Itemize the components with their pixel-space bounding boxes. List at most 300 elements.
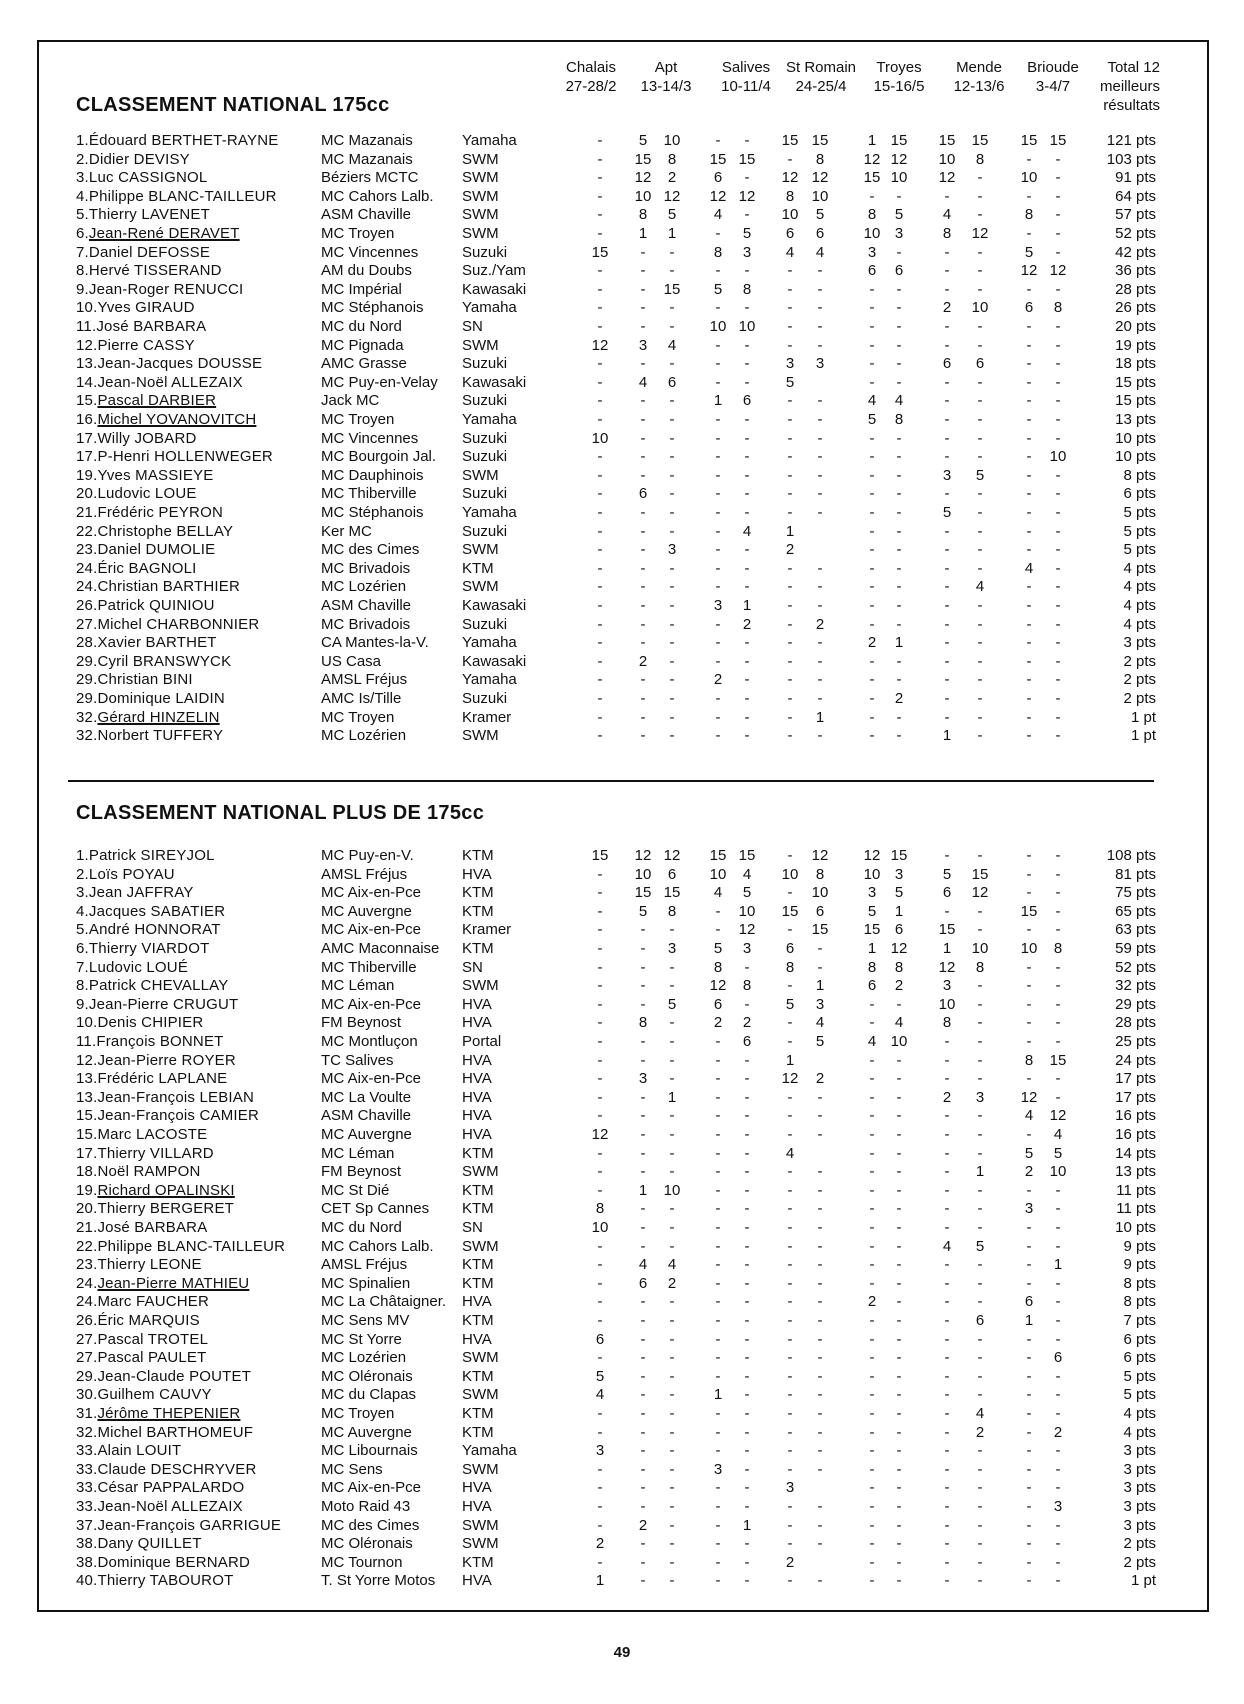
score-cell: - bbox=[787, 1219, 793, 1236]
score-cell: - bbox=[787, 1386, 793, 1404]
section-title-plus-175cc: CLASSEMENT NATIONAL PLUS DE 175cc bbox=[76, 802, 485, 824]
rider-name: Thierry LAVENET bbox=[88, 206, 211, 224]
score-cell: - bbox=[787, 262, 793, 280]
rider-entry bbox=[76, 1386, 212, 1405]
score-cell: - bbox=[869, 1200, 875, 1218]
score-cell: 2 bbox=[867, 634, 877, 652]
score-cell: 10 bbox=[890, 1033, 908, 1050]
rank: 22. bbox=[76, 1237, 98, 1255]
rider-name: Dominique BERNARD bbox=[97, 1553, 251, 1571]
score-cell: - bbox=[977, 995, 983, 1013]
score-cell: - bbox=[787, 652, 793, 670]
score-cell: - bbox=[640, 1219, 646, 1236]
score-cell: - bbox=[1055, 995, 1061, 1013]
score-cell: - bbox=[896, 708, 902, 726]
score-cell: 12 bbox=[971, 884, 989, 902]
score-cell: 8 bbox=[867, 206, 877, 224]
make: HVA bbox=[462, 1088, 492, 1106]
score-cell: - bbox=[869, 1479, 875, 1497]
rider-name: Luc CASSIGNOL bbox=[88, 169, 208, 187]
make: Kawasaki bbox=[462, 597, 527, 614]
score-cell: - bbox=[977, 1535, 983, 1553]
score-cell: - bbox=[744, 1274, 750, 1292]
score-cell: - bbox=[787, 280, 793, 298]
score-cell: - bbox=[744, 1144, 750, 1162]
score-cell: - bbox=[787, 1274, 793, 1292]
total-points: 52 pts bbox=[1115, 958, 1156, 976]
score-cell: - bbox=[669, 615, 675, 633]
score-cell: - bbox=[744, 1553, 750, 1571]
score-cell: - bbox=[817, 1498, 823, 1515]
rider-name: Pascal TROTEL bbox=[97, 1330, 209, 1348]
score-cell: - bbox=[640, 1144, 646, 1162]
make: KTM bbox=[462, 1367, 494, 1385]
score-cell: 4 bbox=[785, 243, 795, 261]
rider-name: Pascal DARBIER bbox=[97, 392, 217, 410]
score-cell: - bbox=[1055, 1572, 1061, 1590]
rank: 21. bbox=[76, 1219, 98, 1236]
make: SWM bbox=[462, 1460, 499, 1478]
rider-name: Frédéric PEYRON bbox=[97, 504, 223, 521]
score-cell: - bbox=[640, 466, 646, 484]
score-cell: - bbox=[597, 865, 603, 883]
rider-name: Jean-Pierre MATHIEU bbox=[97, 1274, 250, 1292]
table-row bbox=[0, 1554, 1244, 1573]
rider-name: Jean-Roger RENUCCI bbox=[88, 280, 244, 298]
make: SWM bbox=[462, 977, 499, 995]
score-cell: - bbox=[944, 1107, 950, 1125]
score-cell: 5 bbox=[867, 411, 877, 428]
score-cell: - bbox=[597, 485, 603, 503]
club: MC Lozérien bbox=[321, 1349, 407, 1367]
make: SWM bbox=[462, 336, 499, 354]
score-cell: - bbox=[869, 1256, 875, 1274]
score-cell: - bbox=[597, 541, 603, 559]
score-cell: 3 bbox=[785, 1479, 795, 1497]
score-cell: - bbox=[787, 318, 793, 335]
score-cell: - bbox=[597, 727, 603, 745]
table-row bbox=[0, 392, 1244, 411]
score-cell: - bbox=[1026, 1386, 1032, 1404]
header-brioude: Brioude 3-4/7 bbox=[1027, 59, 1079, 95]
score-cell: 3 bbox=[894, 225, 904, 242]
score-cell: - bbox=[1026, 921, 1032, 939]
score-cell: - bbox=[715, 1107, 721, 1125]
score-cell: - bbox=[944, 1274, 950, 1292]
score-cell: - bbox=[787, 1256, 793, 1274]
score-cell: - bbox=[869, 318, 875, 335]
score-cell: 15 bbox=[709, 150, 727, 168]
make: KTM bbox=[462, 1405, 494, 1422]
score-cell: - bbox=[597, 132, 603, 149]
score-cell: - bbox=[597, 1107, 603, 1125]
rider-entry bbox=[76, 1479, 244, 1498]
table-row bbox=[0, 1014, 1244, 1033]
score-cell: 10 bbox=[738, 902, 756, 920]
table-row bbox=[0, 206, 1244, 225]
rider-entry bbox=[76, 1275, 249, 1294]
score-cell: - bbox=[669, 652, 675, 670]
score-cell: - bbox=[715, 652, 721, 670]
score-cell: 1 bbox=[638, 225, 648, 242]
score-cell: 15 bbox=[811, 921, 829, 939]
make: Suzuki bbox=[462, 355, 508, 373]
rider-entry bbox=[76, 977, 228, 996]
score-cell: 5 bbox=[667, 995, 677, 1013]
club: MC La Châtaigner. bbox=[321, 1293, 447, 1311]
rider-entry bbox=[76, 374, 243, 393]
score-cell: - bbox=[1026, 355, 1032, 373]
rider-entry bbox=[76, 1052, 236, 1071]
club: ASM Chaville bbox=[321, 206, 412, 224]
rider-entry bbox=[76, 727, 223, 746]
make: HVA bbox=[462, 1070, 492, 1088]
section-title-175cc: CLASSEMENT NATIONAL 175cc bbox=[76, 94, 390, 116]
rider-entry bbox=[76, 690, 225, 709]
score-cell: - bbox=[1055, 1014, 1061, 1032]
club: Ker MC bbox=[321, 522, 372, 540]
rank: 8. bbox=[76, 262, 89, 280]
score-cell: - bbox=[896, 1516, 902, 1534]
rank: 33. bbox=[76, 1479, 98, 1497]
score-cell: 3 bbox=[638, 1070, 648, 1088]
rider-entry bbox=[76, 634, 217, 653]
total-points: 14 pts bbox=[1115, 1144, 1156, 1162]
score-cell: - bbox=[787, 708, 793, 726]
score-cell: - bbox=[597, 1144, 603, 1162]
rider-name: Patrick QUINIOU bbox=[97, 597, 215, 614]
score-cell: 5 bbox=[667, 206, 677, 224]
rider-name: Jean-François LEBIAN bbox=[97, 1088, 255, 1106]
score-cell: - bbox=[744, 1293, 750, 1311]
table-row bbox=[0, 903, 1244, 922]
score-cell: - bbox=[977, 485, 983, 503]
make: SN bbox=[462, 958, 483, 976]
score-cell: - bbox=[1055, 1237, 1061, 1255]
score-cell: 12 bbox=[709, 977, 727, 995]
rider-name: Marc LACOSTE bbox=[97, 1126, 208, 1143]
rider-name: Thierry VIARDOT bbox=[88, 940, 210, 957]
score-cell: 5 bbox=[1024, 1144, 1034, 1162]
score-cell: - bbox=[869, 1367, 875, 1385]
score-cell: - bbox=[787, 921, 793, 939]
score-cell: - bbox=[787, 1535, 793, 1553]
total-points: 10 pts bbox=[1115, 429, 1156, 447]
score-cell: - bbox=[744, 1330, 750, 1348]
club: MC Auvergne bbox=[321, 1126, 412, 1143]
score-cell: - bbox=[787, 1163, 793, 1181]
table-row bbox=[0, 337, 1244, 356]
score-cell: - bbox=[669, 522, 675, 540]
score-cell: - bbox=[744, 995, 750, 1013]
club: MC Auvergne bbox=[321, 902, 412, 920]
score-cell: - bbox=[1026, 1274, 1032, 1292]
score-cell: - bbox=[744, 448, 750, 466]
score-cell: - bbox=[1055, 958, 1061, 976]
score-cell: - bbox=[787, 1423, 793, 1441]
score-cell: - bbox=[869, 187, 875, 205]
total-points: 16 pts bbox=[1115, 1107, 1156, 1125]
score-cell: - bbox=[1026, 392, 1032, 410]
rider-entry bbox=[76, 1498, 243, 1517]
score-cell: - bbox=[640, 1442, 646, 1460]
score-cell: - bbox=[1026, 884, 1032, 902]
total-points: 28 pts bbox=[1115, 280, 1156, 298]
table-row bbox=[0, 560, 1244, 579]
score-cell: - bbox=[977, 243, 983, 261]
score-cell: - bbox=[715, 921, 721, 939]
score-cell: 5 bbox=[975, 1237, 985, 1255]
score-cell: 6 bbox=[1024, 299, 1034, 317]
club: MC Pignada bbox=[321, 336, 404, 354]
score-cell: - bbox=[669, 1237, 675, 1255]
score-cell: - bbox=[896, 727, 902, 745]
score-cell: - bbox=[896, 1572, 902, 1590]
rank: 5. bbox=[76, 921, 89, 939]
score-cell: - bbox=[1055, 597, 1061, 614]
table-row bbox=[0, 959, 1244, 978]
score-cell: - bbox=[597, 1479, 603, 1497]
table-row bbox=[0, 1424, 1244, 1443]
rider-name: Jean JAFFRAY bbox=[88, 884, 194, 902]
table-row bbox=[0, 467, 1244, 486]
score-cell: - bbox=[640, 522, 646, 540]
total-points: 5 pts bbox=[1123, 541, 1156, 559]
total-points: 3 pts bbox=[1123, 1516, 1156, 1534]
score-cell: - bbox=[1026, 225, 1032, 242]
score-cell: - bbox=[1026, 1553, 1032, 1571]
score-cell: - bbox=[597, 559, 603, 577]
rider-name: Hervé TISSERAND bbox=[88, 262, 222, 280]
club: MC du Clapas bbox=[321, 1386, 417, 1404]
rider-name: Éric MARQUIS bbox=[97, 1312, 200, 1329]
score-cell: - bbox=[640, 940, 646, 957]
score-cell: - bbox=[744, 727, 750, 745]
table-row bbox=[0, 1200, 1244, 1219]
score-cell: 3 bbox=[975, 1088, 985, 1106]
table-row bbox=[0, 616, 1244, 635]
score-cell: 8 bbox=[667, 902, 677, 920]
score-cell: - bbox=[597, 1312, 603, 1329]
score-cell: - bbox=[817, 727, 823, 745]
score-cell: - bbox=[944, 411, 950, 428]
rider-entry bbox=[76, 1368, 251, 1387]
make: Yamaha bbox=[462, 299, 517, 317]
score-cell: - bbox=[869, 504, 875, 521]
score-cell: - bbox=[669, 1553, 675, 1571]
score-cell: - bbox=[817, 634, 823, 652]
score-cell: 8 bbox=[1024, 206, 1034, 224]
score-cell: - bbox=[869, 1535, 875, 1553]
make: Portal bbox=[462, 1033, 502, 1050]
score-cell: 12 bbox=[591, 336, 609, 354]
score-cell: - bbox=[896, 466, 902, 484]
score-cell: - bbox=[944, 1553, 950, 1571]
table-row bbox=[0, 1349, 1244, 1368]
score-cell: - bbox=[715, 1088, 721, 1106]
club: MC Brivadois bbox=[321, 559, 411, 577]
total-points: 16 pts bbox=[1115, 1126, 1156, 1143]
score-cell: - bbox=[1055, 1219, 1061, 1236]
score-cell: - bbox=[944, 1200, 950, 1218]
score-cell: 4 bbox=[667, 336, 677, 354]
score-cell: - bbox=[1055, 485, 1061, 503]
score-cell: - bbox=[977, 187, 983, 205]
score-cell: 2 bbox=[638, 652, 648, 670]
score-cell: - bbox=[597, 1498, 603, 1515]
rider-name: Thierry TABOUROT bbox=[97, 1572, 234, 1590]
score-cell: - bbox=[715, 299, 721, 317]
score-cell: - bbox=[944, 1349, 950, 1367]
score-cell: - bbox=[715, 466, 721, 484]
rank: 12. bbox=[76, 336, 98, 354]
score-cell: - bbox=[977, 1293, 983, 1311]
rank: 16. bbox=[76, 411, 98, 428]
rider-name: Jean-Pierre ROYER bbox=[97, 1051, 236, 1069]
rider-name: Dominique LAIDIN bbox=[97, 690, 225, 707]
score-cell: - bbox=[1055, 150, 1061, 168]
rank: 31. bbox=[76, 1405, 98, 1422]
score-cell: - bbox=[669, 1572, 675, 1590]
score-cell: - bbox=[744, 1126, 750, 1143]
rider-name: Philippe BLANC-TAILLEUR bbox=[97, 1237, 286, 1255]
score-cell: - bbox=[744, 206, 750, 224]
score-cell: 3 bbox=[638, 336, 648, 354]
score-cell: - bbox=[1055, 392, 1061, 410]
score-cell: - bbox=[715, 1423, 721, 1441]
club: MC Aix-en-Pce bbox=[321, 884, 422, 902]
score-cell: - bbox=[977, 504, 983, 521]
score-cell: - bbox=[1026, 429, 1032, 447]
score-cell: - bbox=[669, 597, 675, 614]
score-cell: - bbox=[744, 169, 750, 187]
table-row bbox=[0, 1126, 1244, 1145]
score-cell: - bbox=[869, 1274, 875, 1292]
score-cell: 8 bbox=[975, 958, 985, 976]
score-cell: - bbox=[1055, 373, 1061, 391]
score-cell: - bbox=[669, 429, 675, 447]
score-cell: - bbox=[669, 1479, 675, 1497]
club: MC Troyen bbox=[321, 1405, 395, 1422]
club: MC du Nord bbox=[321, 318, 402, 335]
score-cell: - bbox=[669, 1535, 675, 1553]
table-row bbox=[0, 132, 1244, 151]
table-row bbox=[0, 448, 1244, 467]
score-cell: 15 bbox=[938, 132, 956, 149]
make: SWM bbox=[462, 1516, 499, 1534]
score-cell: 2 bbox=[785, 541, 795, 559]
score-cell: - bbox=[640, 262, 646, 280]
rider-name: Thierry BERGERET bbox=[97, 1200, 235, 1218]
rider-entry bbox=[76, 337, 195, 356]
score-cell: - bbox=[1026, 1070, 1032, 1088]
rider-entry bbox=[76, 1572, 233, 1591]
header-st-romain: St Romain 24-25/4 bbox=[785, 59, 857, 95]
score-cell: - bbox=[896, 1126, 902, 1143]
score-cell: - bbox=[977, 597, 983, 614]
table-row bbox=[0, 1163, 1244, 1182]
rider-name: Noël RAMPON bbox=[97, 1163, 201, 1181]
total-points: 57 pts bbox=[1115, 206, 1156, 224]
score-cell: - bbox=[869, 1553, 875, 1571]
make: HVA bbox=[462, 1014, 492, 1032]
score-cell: 6 bbox=[785, 940, 795, 957]
score-cell: 6 bbox=[595, 1330, 605, 1348]
score-cell: - bbox=[787, 1460, 793, 1478]
score-cell: - bbox=[597, 615, 603, 633]
score-cell: 15 bbox=[663, 280, 681, 298]
rider-entry bbox=[76, 884, 194, 903]
rider-name: Pascal PAULET bbox=[97, 1349, 207, 1367]
club: MC Oléronais bbox=[321, 1535, 413, 1553]
score-cell: - bbox=[640, 1237, 646, 1255]
rider-name: Marc FAUCHER bbox=[97, 1293, 210, 1311]
score-cell: - bbox=[715, 485, 721, 503]
score-cell: - bbox=[1026, 727, 1032, 745]
score-cell: 5 bbox=[713, 280, 723, 298]
score-cell: - bbox=[597, 1237, 603, 1255]
rank: 15. bbox=[76, 1107, 98, 1125]
score-cell: 1 bbox=[713, 392, 723, 410]
score-cell: - bbox=[715, 1367, 721, 1385]
score-cell: - bbox=[817, 671, 823, 689]
score-cell: - bbox=[597, 448, 603, 466]
score-cell: - bbox=[944, 522, 950, 540]
make: SWM bbox=[462, 1386, 499, 1404]
make: HVA bbox=[462, 995, 492, 1013]
make: KTM bbox=[462, 1200, 494, 1218]
rider-entry bbox=[76, 866, 175, 885]
total-points: 59 pts bbox=[1115, 940, 1156, 957]
score-cell: - bbox=[896, 1553, 902, 1571]
score-cell: 12 bbox=[938, 169, 956, 187]
score-cell: - bbox=[977, 1126, 983, 1143]
score-cell: - bbox=[896, 1498, 902, 1515]
score-cell: 1 bbox=[815, 708, 825, 726]
score-cell: - bbox=[715, 448, 721, 466]
club: T. St Yorre Motos bbox=[321, 1572, 436, 1590]
rank: 6. bbox=[76, 225, 89, 242]
score-cell: - bbox=[1055, 1033, 1061, 1050]
score-cell: - bbox=[944, 1051, 950, 1069]
make: KTM bbox=[462, 1181, 494, 1199]
score-cell: - bbox=[977, 652, 983, 670]
table-row bbox=[0, 374, 1244, 393]
score-cell: - bbox=[1055, 708, 1061, 726]
rider-name: Patrick SIREYJOL bbox=[88, 847, 215, 864]
rider-name: Yves MASSIEYE bbox=[97, 466, 214, 484]
score-cell: - bbox=[896, 1274, 902, 1292]
rider-entry bbox=[76, 921, 221, 940]
rank: 13. bbox=[76, 1070, 98, 1088]
score-cell: - bbox=[869, 1312, 875, 1329]
score-cell: - bbox=[817, 1349, 823, 1367]
score-cell: - bbox=[1026, 1014, 1032, 1032]
score-cell: 1 bbox=[742, 1516, 752, 1534]
table-row bbox=[0, 884, 1244, 903]
score-cell: 3 bbox=[742, 243, 752, 261]
score-cell: - bbox=[640, 977, 646, 995]
score-cell: - bbox=[896, 280, 902, 298]
score-cell: - bbox=[1026, 995, 1032, 1013]
total-points: 10 pts bbox=[1115, 448, 1156, 466]
table-row bbox=[0, 578, 1244, 597]
score-cell: 10 bbox=[1020, 169, 1038, 187]
score-cell: 12 bbox=[863, 847, 881, 864]
table-row bbox=[0, 504, 1244, 523]
score-cell: 4 bbox=[595, 1386, 605, 1404]
table-row bbox=[0, 1498, 1244, 1517]
